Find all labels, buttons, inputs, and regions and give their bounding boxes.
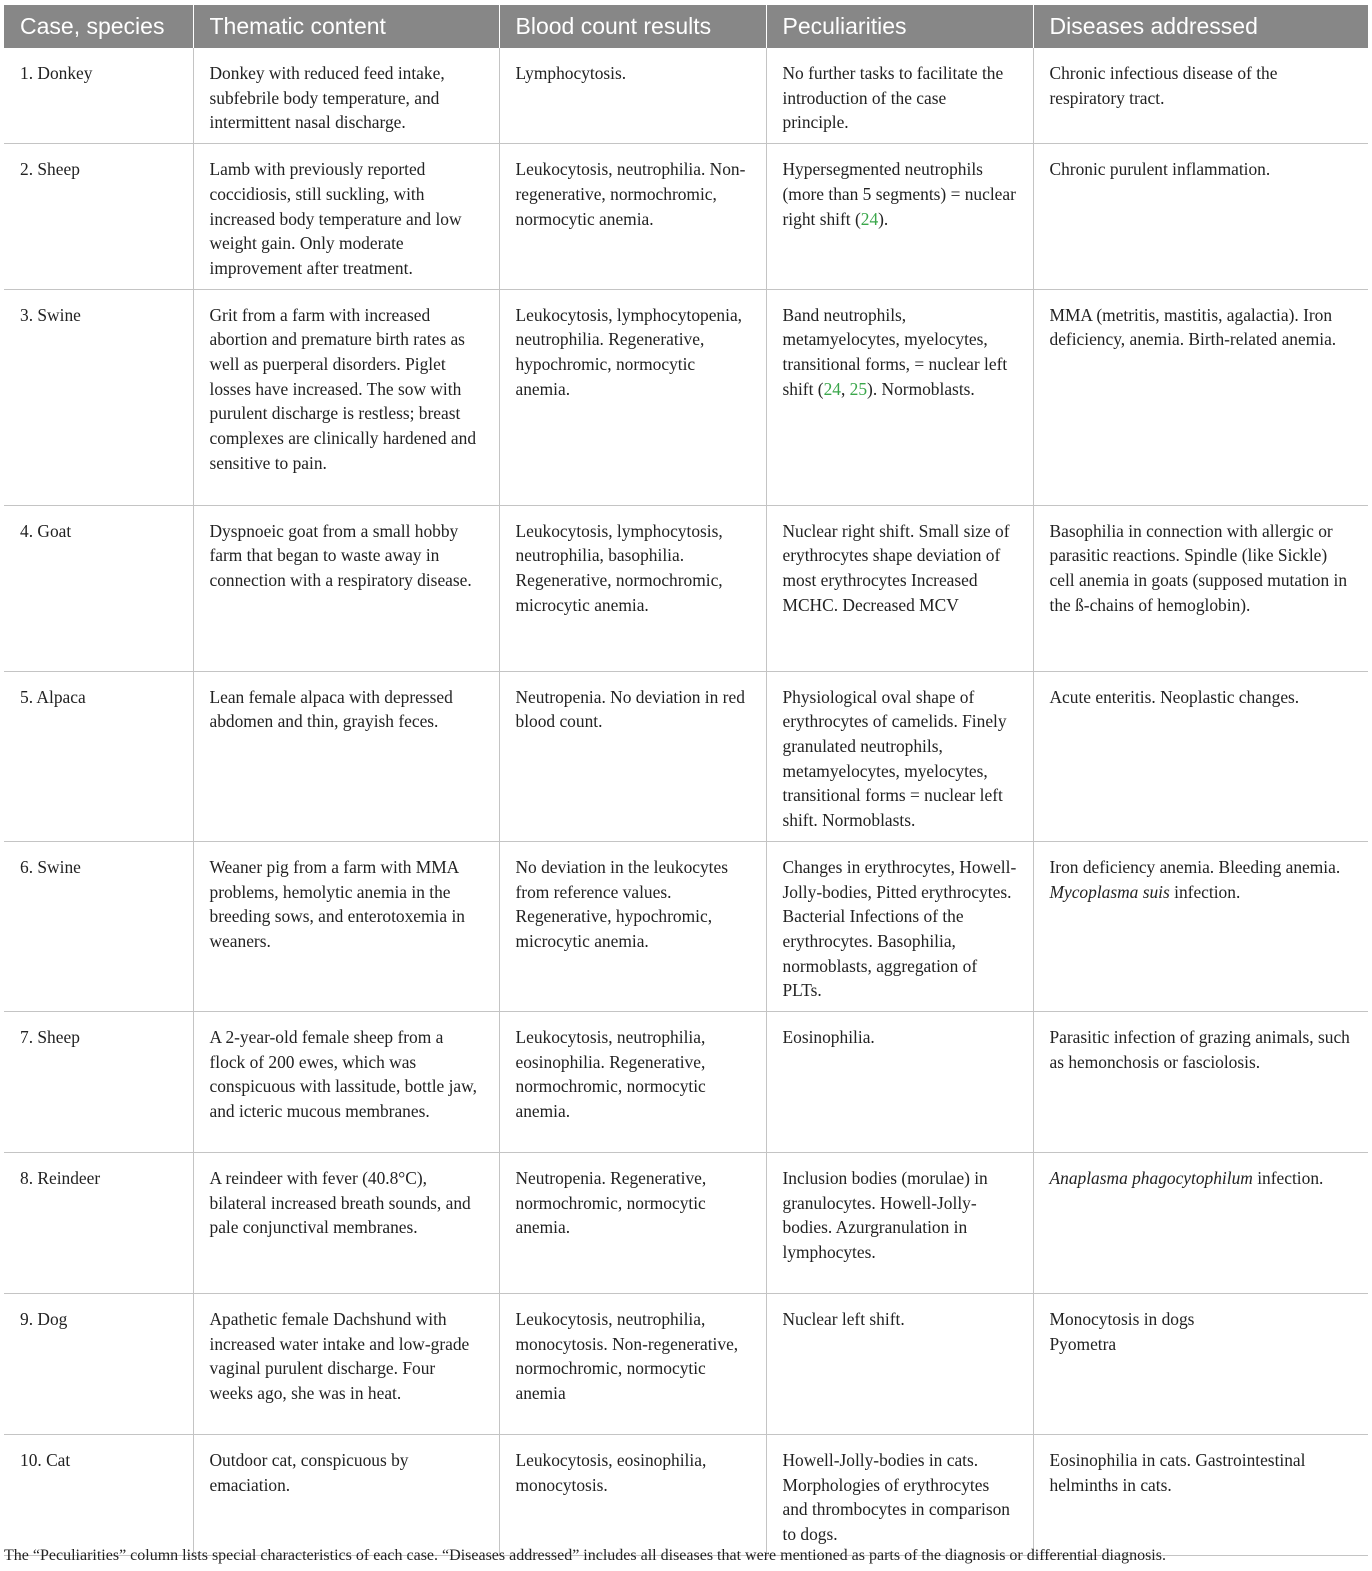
- species-name-italic: Anaplasma phagocytophilum: [1049, 1168, 1253, 1189]
- table-row: [4, 1153, 1368, 1294]
- cell-blood: Leukocytosis, eosinophilia, monocytosis.: [499, 1435, 766, 1556]
- citation-separator: ,: [840, 378, 850, 399]
- citation-link[interactable]: 24: [860, 208, 879, 229]
- species-name-italic: Mycoplasma suis: [1049, 881, 1170, 902]
- cell-case: 6. Swine: [4, 841, 193, 1011]
- cell-peculiarities: Physiological oval shape of erythrocytes of camelids. Finely granulated neutrophils, metamyelocytes, myelocytes, transitional forms = nuclear left shift. Normoblasts.: [766, 671, 1033, 841]
- citation-link[interactable]: 24: [823, 378, 841, 399]
- table-row: [4, 671, 1368, 841]
- citation-link[interactable]: 25: [849, 378, 868, 399]
- cell-thematic: Grit from a farm with increased abortion and premature birth rates as well as puerperal disorders. Piglet losses have increased. The sow with purulent discharge is restless; breast complexes are clinically hardened and sensitive to pain.: [193, 289, 499, 505]
- cell-thematic: Lean female alpaca with depressed abdomen and thin, grayish feces.: [193, 671, 499, 841]
- table-row: [4, 144, 1368, 290]
- cell-peculiarities: Changes in erythrocytes, Howell-Jolly-bodies, Pitted erythrocytes. Bacterial Infections of the erythrocytes. Basophilia, normoblasts, aggregation of PLTs.: [766, 841, 1033, 1011]
- cell-case: 5. Alpaca: [4, 671, 193, 841]
- table-footnote: The “Peculiarities” column lists special characteristics of each case. “Diseases addressed” includes all diseases that were mentioned as parts of the diagnosis or differential diagnosis.: [4, 1547, 1166, 1564]
- table-row: [4, 1435, 1368, 1556]
- peculiarities-text: ).: [878, 208, 889, 229]
- cell-peculiarities: No further tasks to facilitate the introduction of the case principle.: [766, 48, 1033, 144]
- cell-peculiarities: Nuclear right shift. Small size of erythrocytes shape deviation of most erythrocytes Increased MCHC. Decreased MCV: [766, 505, 1033, 671]
- cell-thematic: Donkey with reduced feed intake, subfebrile body temperature, and intermittent nasal discharge.: [193, 48, 499, 144]
- header-thematic-content: Thematic content: [193, 5, 499, 48]
- header-case-species: Case, species: [4, 5, 193, 48]
- cell-thematic: Dyspnoeic goat from a small hobby farm that began to waste away in connection with a respiratory disease.: [193, 505, 499, 671]
- cell-diseases: Chronic purulent inflammation.: [1033, 144, 1368, 290]
- cell-case: 8. Reindeer: [4, 1153, 193, 1294]
- table-row: [4, 1294, 1368, 1435]
- diseases-text: Monocytosis in dogs: [1049, 1309, 1195, 1330]
- cell-blood: No deviation in the leukocytes from reference values. Regenerative, hypochromic, microcytic anemia.: [499, 841, 766, 1011]
- table-container: [4, 5, 1368, 1556]
- cell-diseases: MMA (metritis, mastitis, agalactia). Iron deficiency, anemia. Birth-related anemia.: [1033, 289, 1368, 505]
- cell-case: 3. Swine: [4, 289, 193, 505]
- cell-case: 10. Cat: [4, 1435, 193, 1556]
- cell-peculiarities: [766, 144, 1033, 290]
- cell-peculiarities: Nuclear left shift.: [766, 1294, 1033, 1435]
- cell-diseases: [1033, 1153, 1368, 1294]
- cell-diseases: [1033, 841, 1368, 1011]
- cell-peculiarities: Howell-Jolly-bodies in cats. Morphologies of erythrocytes and thrombocytes in comparison to dogs.: [766, 1435, 1033, 1556]
- cell-diseases: Parasitic infection of grazing animals, such as hemonchosis or fasciolosis.: [1033, 1012, 1368, 1153]
- cell-thematic: Outdoor cat, conspicuous by emaciation.: [193, 1435, 499, 1556]
- cell-thematic: Weaner pig from a farm with MMA problems, hemolytic anemia in the breeding sows, and enterotoxemia in weaners.: [193, 841, 499, 1011]
- peculiarities-text: Band neutrophils, metamyelocytes, myelocytes, transitional forms, = nuclear left shift (: [782, 304, 1008, 399]
- cell-case: 1. Donkey: [4, 48, 193, 144]
- cell-blood: Leukocytosis, neutrophilia. Non-regenerative, normochromic, normocytic anemia.: [499, 144, 766, 290]
- cell-peculiarities: [766, 289, 1033, 505]
- table-row: [4, 505, 1368, 671]
- cell-thematic: A 2-year-old female sheep from a flock of 200 ewes, which was conspicuous with lassitude, bottle jaw, and icteric mucous membranes.: [193, 1012, 499, 1153]
- cell-diseases: Chronic infectious disease of the respiratory tract.: [1033, 48, 1368, 144]
- table-row: [4, 1012, 1368, 1153]
- cell-thematic: A reindeer with fever (40.8°C), bilateral increased breath sounds, and pale conjunctival membranes.: [193, 1153, 499, 1294]
- table-header-row: [4, 5, 1368, 48]
- cell-diseases: [1033, 1294, 1368, 1435]
- cell-case: 7. Sheep: [4, 1012, 193, 1153]
- diseases-text: infection.: [1252, 1168, 1324, 1189]
- cell-peculiarities: Eosinophilia.: [766, 1012, 1033, 1153]
- case-table: [4, 5, 1368, 1556]
- cell-thematic: Apathetic female Dachshund with increased water intake and low-grade vaginal purulent discharge. Four weeks ago, she was in heat.: [193, 1294, 499, 1435]
- table-row: [4, 841, 1368, 1011]
- table-row: [4, 48, 1368, 144]
- cell-blood: Lymphocytosis.: [499, 48, 766, 144]
- cell-blood: Leukocytosis, neutrophilia, monocytosis. Non-regenerative, normochromic, normocytic anemia: [499, 1294, 766, 1435]
- peculiarities-text: Hypersegmented neutrophils (more than 5 segments) = nuclear right shift (: [782, 159, 1016, 229]
- table-row: [4, 289, 1368, 505]
- diseases-text: infection.: [1169, 881, 1241, 902]
- peculiarities-text: ). Normoblasts.: [867, 378, 975, 399]
- header-blood-count-results: Blood count results: [499, 5, 766, 48]
- cell-blood: Neutropenia. Regenerative, normochromic, normocytic anemia.: [499, 1153, 766, 1294]
- cell-thematic: Lamb with previously reported coccidiosis, still suckling, with increased body temperature and low weight gain. Only moderate improvement after treatment.: [193, 144, 499, 290]
- cell-case: 2. Sheep: [4, 144, 193, 290]
- cell-blood: Leukocytosis, lymphocytopenia, neutrophilia. Regenerative, hypochromic, normocytic anemia.: [499, 289, 766, 505]
- cell-diseases: Acute enteritis. Neoplastic changes.: [1033, 671, 1368, 841]
- cell-case: 9. Dog: [4, 1294, 193, 1435]
- cell-diseases: Basophilia in connection with allergic or parasitic reactions. Spindle (like Sickle) cell anemia in goats (supposed mutation in the ß-chains of hemoglobin).: [1033, 505, 1368, 671]
- diseases-text: Pyometra: [1049, 1333, 1117, 1354]
- cell-peculiarities: Inclusion bodies (morulae) in granulocytes. Howell-Jolly-bodies. Azurgranulation in lymphocytes.: [766, 1153, 1033, 1294]
- header-diseases-addressed: Diseases addressed: [1033, 5, 1368, 48]
- header-peculiarities: Peculiarities: [766, 5, 1033, 48]
- cell-blood: Leukocytosis, neutrophilia, eosinophilia. Regenerative, normochromic, normocytic anemia.: [499, 1012, 766, 1153]
- cell-blood: Neutropenia. No deviation in red blood count.: [499, 671, 766, 841]
- diseases-text: Iron deficiency anemia. Bleeding anemia.: [1049, 856, 1341, 877]
- cell-diseases: Eosinophilia in cats. Gastrointestinal helminths in cats.: [1033, 1435, 1368, 1556]
- cell-case: 4. Goat: [4, 505, 193, 671]
- cell-blood: Leukocytosis, lymphocytosis, neutrophilia, basophilia. Regenerative, normochromic, microcytic anemia.: [499, 505, 766, 671]
